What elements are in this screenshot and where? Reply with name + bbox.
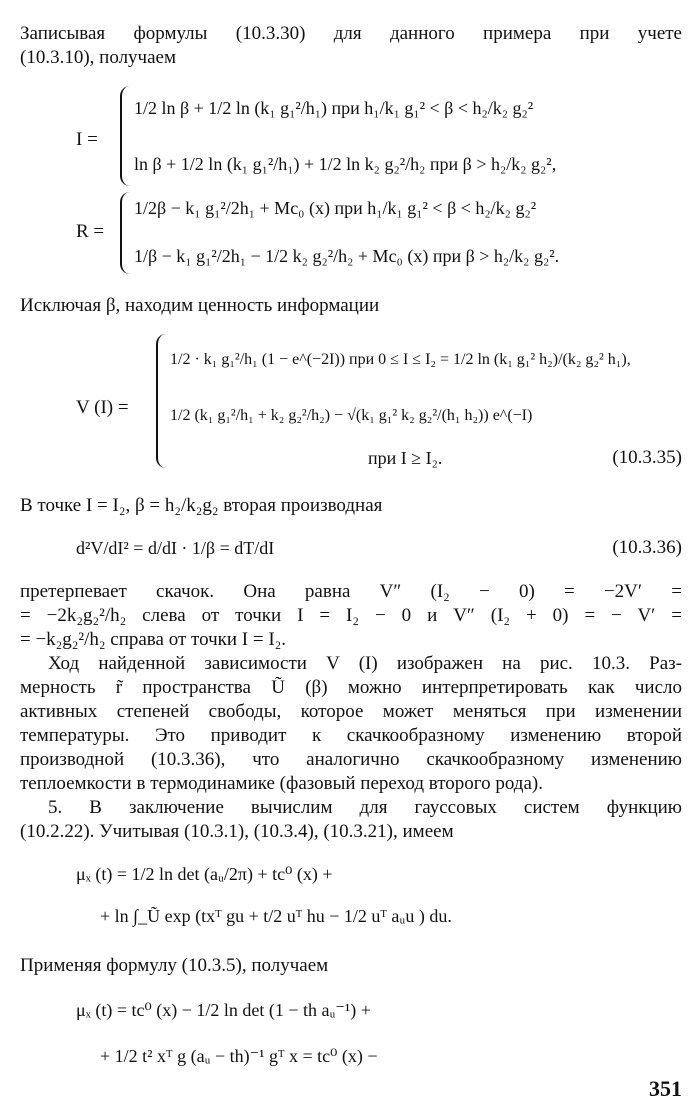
paragraph-line: теплоемкости в термодинамике (фазовый переход второго рода). bbox=[20, 773, 543, 794]
paragraph-line: мерность r̃ пространства Ũ (β) можно интерпретировать как число bbox=[20, 677, 682, 698]
paragraph-line: Исключая β, находим ценность информации bbox=[20, 295, 380, 316]
page-number: 351 bbox=[649, 1076, 682, 1101]
left-brace-icon bbox=[120, 192, 132, 274]
equation-row: μₓ (t) = 1/2 ln det (aᵤ/2π) + tc⁰ (x) + bbox=[76, 864, 333, 884]
equation-number: (10.3.36) bbox=[612, 537, 682, 558]
paragraph-line: активных степеней свободы, которое может меняться при изменении bbox=[20, 701, 682, 722]
paragraph-line: Ход найденной зависимости V (I) изображен на рис. 10.3. Раз- bbox=[48, 653, 682, 674]
paragraph-line: (10.2.22). Учитывая (10.3.1), (10.3.4), (10.3.21), имеем bbox=[20, 821, 454, 842]
equation-lhs: R = bbox=[76, 221, 105, 242]
paragraph-line: 5. В заключение вычислим для гауссовых систем функцию bbox=[48, 797, 682, 818]
left-brace-icon bbox=[156, 334, 168, 468]
left-brace-icon bbox=[120, 86, 132, 186]
equation-row: 1/β − k₁ g₁²/2h₁ − 1/2 k₂ g₂²/h₂ + Mc₀ (x) при β > h₂/k₂ g₂². bbox=[134, 246, 560, 266]
paragraph-line: производной (10.3.36), что аналогично скачкообразному изменению bbox=[20, 749, 682, 770]
equation-lhs: V (I) = bbox=[76, 397, 129, 418]
paragraph-line: В точке I = I₂, β = h₂/k₂g₂ вторая производная bbox=[20, 495, 383, 516]
equation-number: (10.3.35) bbox=[612, 447, 682, 468]
paragraph-line: претерпевает скачок. Она равна V″ (I₂ − 0) = −2V′ = bbox=[20, 581, 682, 602]
paragraph-line: = −2k₂g₂²/h₂ слева от точки I = I₂ − 0 и V″ (I₂ + 0) = − V′ = bbox=[20, 605, 682, 626]
equation-row: 1/2β − k₁ g₁²/2h₁ + Mc₀ (x) при h₁/k₁ g₁² < β < h₂/k₂ g₂² bbox=[134, 198, 537, 218]
equation-row: 1/2 ln β + 1/2 ln (k₁ g₁²/h₁) при h₁/k₁ g₁² < β < h₂/k₂ g₂² bbox=[134, 98, 534, 118]
paragraph-line: (10.3.10), получаем bbox=[20, 47, 176, 68]
equation-row: 1/2 · k₁ g₁²/h₁ (1 − e^(−2I)) при 0 ≤ I ≤ I₂ = 1/2 ln (k₁ g₁² h₂)/(k₂ g₂² h₁), bbox=[170, 351, 631, 368]
equation-row: ln β + 1/2 ln (k₁ g₁²/h₁) + 1/2 ln k₂ g₂²/h₂ при β > h₂/k₂ g₂², bbox=[134, 154, 557, 174]
equation-row: + 1/2 t² xᵀ g (aᵤ − th)⁻¹ gᵀ x = tc⁰ (x) − bbox=[100, 1046, 378, 1066]
equation-row: 1/2 (k₁ g₁²/h₁ + k₂ g₂²/h₂) − √(k₁ g₁² k₂ g₂²/(h₁ h₂)) e^(−I) bbox=[170, 407, 533, 424]
equation-row: μₓ (t) = tc⁰ (x) − 1/2 ln det (1 − th aᵤ⁻¹) + bbox=[76, 1000, 371, 1020]
paragraph-line: Применяя формулу (10.3.5), получаем bbox=[20, 955, 329, 976]
equation-row: при I ≥ I₂. bbox=[368, 448, 443, 468]
equation-body: d²V/dI² = d/dI · 1/β = dT/dI bbox=[76, 538, 275, 558]
equation-row: + ln ∫_Ũ exp (txᵀ gu + t/2 uᵀ hu − 1/2 uᵀ aᵤu ) du. bbox=[100, 906, 452, 926]
paragraph-line: температуры. Это приводит к скачкообразному изменению второй bbox=[20, 725, 682, 746]
paragraph-line: Записывая формулы (10.3.30) для данного примера при учете bbox=[20, 23, 682, 44]
paragraph-line: = −k₂g₂²/h₂ справа от точки I = I₂. bbox=[20, 629, 287, 650]
equation-lhs: I = bbox=[76, 129, 98, 150]
